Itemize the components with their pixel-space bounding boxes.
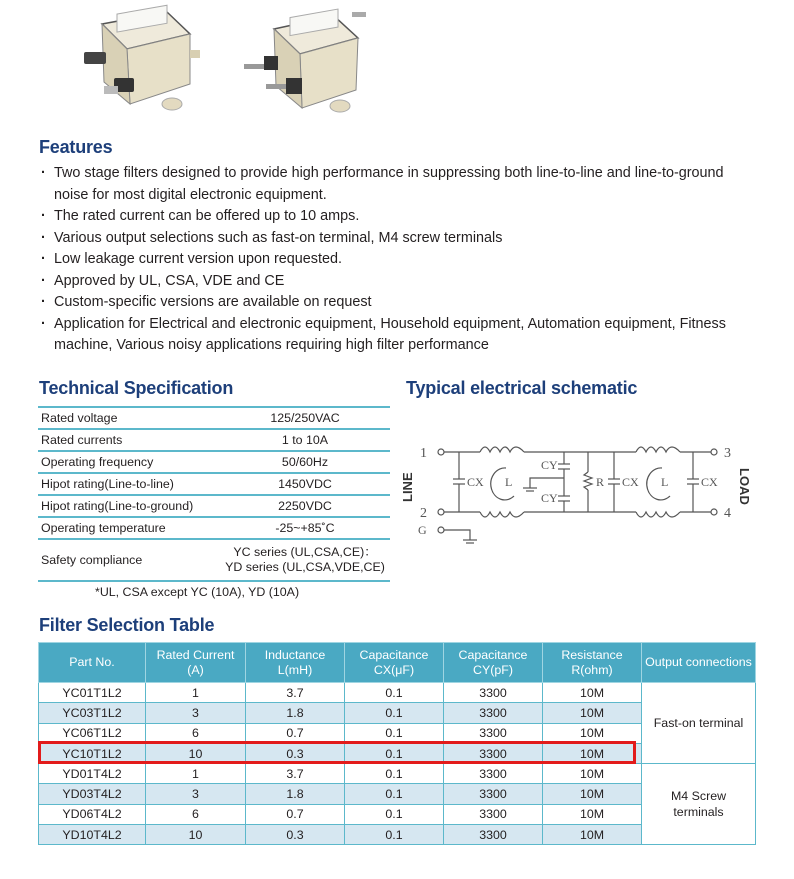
svg-text:CY: CY: [541, 491, 558, 505]
spec-label: Hipot rating(Line-to-line): [38, 473, 220, 495]
feature-item: · Two stage filters designed to provide high performance in suppressing both line-to-line and line-to-ground noise for most digital electronic equipment.: [40, 163, 760, 206]
svg-text:CY: CY: [541, 458, 558, 472]
svg-text:L: L: [505, 475, 513, 489]
spec-row: [38, 473, 390, 495]
spec-label: Operating frequency: [38, 451, 220, 473]
svg-text:4: 4: [724, 506, 731, 521]
m4-screw-filter-image: [242, 4, 372, 114]
spec-label: Hipot rating(Line-to-ground): [38, 495, 220, 517]
terminal-labels: [418, 446, 731, 537]
feature-item: · Approved by UL, CSA, VDE and CE: [40, 271, 760, 293]
col-header: Output connections: [642, 643, 756, 683]
tech-spec-heading: Technical Specification: [39, 378, 234, 398]
table-row: YC01T1L2 1 3.7 0.1 3300 10M Fast-on terminal: [39, 683, 756, 703]
feature-item: · Custom-specific versions are available on request: [40, 292, 760, 314]
svg-text:2: 2: [420, 506, 427, 521]
spec-row: [38, 451, 390, 473]
table-row: YC03T1L2 3 1.8 0.1 3300 10M: [39, 703, 756, 723]
load-label: LOAD: [737, 468, 752, 505]
col-header: Inductance L(mH): [246, 643, 345, 683]
svg-text:CX: CX: [467, 475, 484, 489]
selection-heading: Filter Selection Table: [39, 615, 215, 635]
table-row: YC06T1L2 6 0.7 0.1 3300 10M: [39, 723, 756, 743]
svg-text:CX: CX: [622, 475, 639, 489]
table-row: YD01T4L2 1 3.7 0.1 3300 10M M4 Screw terminals: [39, 764, 756, 784]
svg-text:R: R: [596, 475, 605, 489]
feature-item: · Various output selections such as fast-on terminal, M4 screw terminals: [40, 228, 760, 250]
spec-value: 1 to 10A: [220, 429, 390, 451]
spec-row: [38, 517, 390, 539]
feature-item: · Application for Electrical and electronic equipment, Household equipment, Automation equipment, Fitness machine, Various noisy applications requiring high filter performance: [40, 314, 760, 357]
spec-value: 50/60Hz: [220, 451, 390, 473]
svg-text:1: 1: [420, 446, 427, 461]
line-label: LINE: [400, 472, 415, 502]
spec-value: 125/250VAC: [220, 407, 390, 429]
table-row: YD03T4L2 3 1.8 0.1 3300 10M: [39, 784, 756, 804]
svg-text:3: 3: [724, 446, 731, 461]
spec-row: [38, 407, 390, 429]
product-photos: [58, 4, 378, 116]
spec-row: [38, 539, 390, 581]
spec-footnote: *UL, CSA except YC (10A), YD (10A): [95, 585, 300, 599]
tech-spec-table: [38, 406, 390, 582]
spec-label: Rated voltage: [38, 407, 220, 429]
feature-item: · Low leakage current version upon requested.: [40, 249, 760, 271]
spec-label: Rated currents: [38, 429, 220, 451]
fast-on-filter-image: [72, 4, 202, 114]
spec-label: Operating temperature: [38, 517, 220, 539]
features-heading: Features: [39, 137, 113, 157]
component-labels: [467, 458, 718, 505]
col-header: Capacitance CY(pF): [444, 643, 543, 683]
output-group-fast-on: Fast-on terminal: [642, 683, 756, 764]
table-row: YD10T4L2 10 0.3 0.1 3300 10M: [39, 825, 756, 845]
spec-value: 1450VDC: [220, 473, 390, 495]
spec-value: 2250VDC: [220, 495, 390, 517]
table-row-highlighted: YC10T1L2 10 0.3 0.1 3300 10M: [39, 743, 756, 763]
output-group-m4-screw: M4 Screw terminals: [642, 764, 756, 845]
spec-label: Safety compliance: [38, 539, 220, 581]
svg-text:L: L: [661, 475, 669, 489]
spec-value: [220, 539, 390, 581]
features-list: [40, 163, 760, 357]
col-header: Capacitance CX(μF): [345, 643, 444, 683]
svg-text:CX: CX: [701, 475, 718, 489]
spec-row: [38, 429, 390, 451]
col-header: Part No.: [39, 643, 146, 683]
col-header: Rated Current (A): [146, 643, 246, 683]
schematic-diagram: [398, 430, 768, 550]
table-header-row: [39, 643, 756, 683]
spec-value: -25~+85˚C: [220, 517, 390, 539]
schematic-heading: Typical electrical schematic: [406, 378, 638, 398]
feature-item: · The rated current can be offered up to 10 amps.: [40, 206, 760, 228]
table-row: YD06T4L2 6 0.7 0.1 3300 10M: [39, 804, 756, 824]
col-header: Resistance R(ohm): [543, 643, 642, 683]
svg-text:G: G: [418, 523, 427, 537]
filter-selection-table: [38, 642, 756, 845]
spec-row: [38, 495, 390, 517]
spec-value-line: YC series (UL,CSA,CE)：: [233, 545, 377, 559]
spec-value-line: YD series (UL,CSA,VDE,CE): [225, 560, 385, 574]
